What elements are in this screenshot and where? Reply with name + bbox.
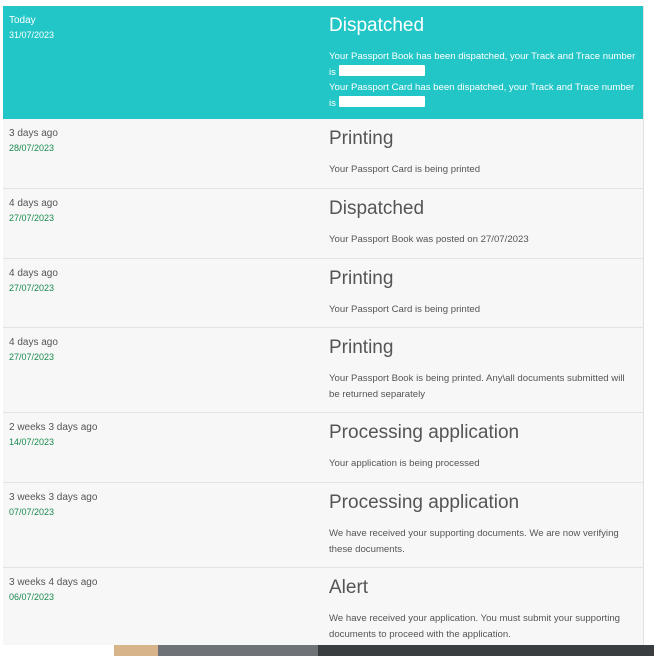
timeline-entry [3, 483, 643, 568]
entry-title: Processing application [329, 492, 520, 513]
entry-date: 14/07/2023 [9, 437, 55, 447]
entry-description: Your Passport Card is being printed [329, 304, 481, 315]
timeline-entry [3, 189, 643, 259]
entry-description-line: Your Passport Book has been dispatched, your Track and Trace number is [329, 51, 636, 78]
entry-content [329, 328, 643, 412]
entry-meta [3, 483, 329, 567]
entry-relative-time: 4 days ago [9, 198, 58, 209]
entry-meta [3, 328, 329, 412]
entry-content [329, 483, 643, 567]
entry-description: Your Passport Book is being printed. Any\all documents submitted will be returned separately [329, 373, 625, 400]
timeline-entry [3, 328, 643, 413]
status-timeline [3, 6, 644, 645]
entry-content [329, 413, 643, 482]
entry-relative-time: 3 weeks 4 days ago [9, 577, 98, 588]
entry-relative-time: 2 weeks 3 days ago [9, 422, 98, 433]
entry-content [329, 568, 643, 645]
timeline-entry [3, 119, 643, 189]
entry-meta [3, 189, 329, 258]
redacted-tracking-number [339, 96, 425, 107]
entry-date: 27/07/2023 [9, 352, 55, 362]
entry-description-line: Your Passport Card has been dispatched, your Track and Trace number is [329, 82, 635, 109]
entry-relative-time: 4 days ago [9, 337, 58, 348]
entry-date: 31/07/2023 [9, 30, 55, 40]
entry-meta [3, 119, 329, 188]
entry-description: We have received your application. You must submit your supporting documents to proceed with the application. [329, 613, 620, 640]
entry-relative-time: 4 days ago [9, 268, 58, 279]
entry-title: Dispatched [329, 198, 425, 219]
redacted-tracking-number [339, 65, 425, 76]
entry-title: Printing [329, 337, 394, 358]
timeline-entry [3, 413, 643, 483]
timeline-entry [3, 259, 643, 328]
entry-relative-time: 3 weeks 3 days ago [9, 492, 98, 503]
entry-title: Printing [329, 268, 394, 289]
entry-content [329, 189, 643, 258]
entry-relative-time: 3 days ago [9, 128, 58, 139]
entry-description: Your Passport Book was posted on 27/07/2023 [329, 234, 529, 245]
entry-date: 28/07/2023 [9, 143, 55, 153]
background-strip [158, 645, 318, 656]
entry-description: We have received your supporting documents. We are now verifying these documents. [329, 528, 619, 555]
entry-date: 06/07/2023 [9, 592, 55, 602]
entry-date: 27/07/2023 [9, 283, 55, 293]
entry-description: Your Passport Card is being printed [329, 164, 481, 175]
entry-content [329, 259, 643, 327]
entry-title: Processing application [329, 422, 520, 443]
background-strip [114, 645, 158, 656]
entry-meta [3, 259, 329, 327]
entry-meta [3, 413, 329, 482]
entry-title: Alert [329, 577, 369, 598]
entry-description: Your application is being processed [329, 458, 480, 469]
timeline-entry [3, 568, 643, 645]
entry-meta [3, 6, 329, 119]
entry-meta [3, 568, 329, 645]
entry-date: 07/07/2023 [9, 507, 55, 517]
entry-title: Dispatched [329, 15, 425, 36]
entry-relative-time: Today [9, 15, 36, 26]
entry-title: Printing [329, 128, 394, 149]
entry-content [329, 119, 643, 188]
background-strip [318, 645, 654, 656]
entry-content [329, 6, 643, 119]
entry-date: 27/07/2023 [9, 213, 55, 223]
timeline-entry [3, 6, 643, 119]
entry-description [329, 49, 637, 111]
